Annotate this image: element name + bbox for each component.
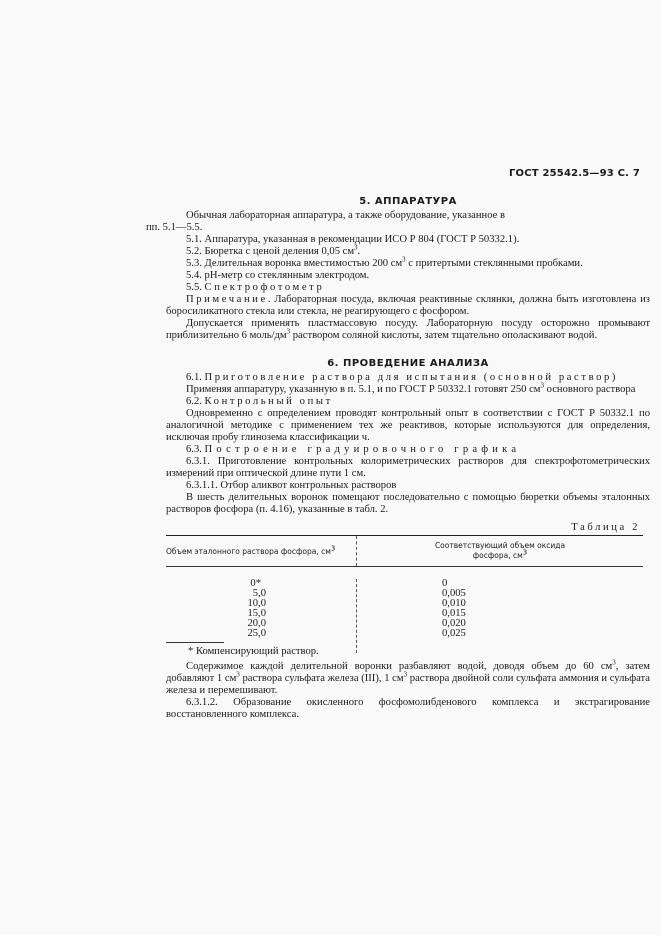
after-table-body bbox=[166, 658, 650, 721]
table-cell: 0,025 bbox=[442, 628, 466, 639]
table-cell: 10,0 bbox=[247, 598, 266, 609]
item-5-5: 5.5. Спектрофотометр bbox=[186, 282, 325, 293]
plastic-note: Допускается применять пластмассовую посуду. Лабораторную посуду осторожно промывают приблизительно 6 моль/$дм^3$ раствором соляной кислоты, затем тщательно ополаскивают водой. bbox=[166, 318, 650, 341]
table-cell: 25,0 bbox=[247, 628, 266, 639]
table-cell: 0,020 bbox=[442, 618, 466, 629]
section-6-title: 6. ПРОВЕДЕНИЕ АНАЛИЗА bbox=[327, 358, 489, 369]
section-5-title: 5. АППАРАТУРА bbox=[359, 196, 457, 207]
table-caption: Таблица 2 bbox=[571, 522, 640, 533]
table-cell: 0,005 bbox=[442, 588, 466, 599]
item-6-2-heading: 6.2. Контрольный опыт bbox=[186, 396, 333, 407]
item-5-2: 5.2. Бюретка с ценой деления 0,05 $см^3$. bbox=[186, 243, 361, 257]
item-6-3-1-1: 6.3.1.1. Отбор аликвот контрольных растворов bbox=[186, 480, 397, 491]
table-cell: 15,0 bbox=[247, 608, 266, 619]
item-6-1-text: Применяя аппаратуру, указанную в п. 5.1, и по ГОСТ Р 50332.1 готовят 250 $см^3$ основного раствора bbox=[186, 381, 636, 395]
table-cell: 0 bbox=[442, 578, 448, 589]
section-5-body bbox=[146, 210, 650, 342]
footnote-rule bbox=[166, 642, 224, 643]
section-6-body bbox=[166, 372, 650, 516]
table-cell: 0,010 bbox=[442, 598, 466, 609]
item-6-3-1-2: 6.3.1.2. Образование окисленного фосфомолибденового комплекса и экстрагирование восстановленного комплекса. bbox=[166, 697, 650, 720]
item-6-3-1: 6.3.1. Приготовление контрольных колориметрических растворов для спектрофотометрических измерений при оптической длине пути 1 см. bbox=[166, 456, 650, 479]
table-footnote: * Компенсирующий раствор. bbox=[188, 646, 319, 657]
table-cell: 20,0 bbox=[247, 618, 266, 629]
table-body bbox=[166, 567, 643, 653]
table-cell: 0* bbox=[250, 578, 261, 589]
section-5-intro: Обычная лабораторная аппаратура, а также оборудование, указанное в пп. 5.1—5.5. bbox=[146, 210, 506, 233]
col1-header: Объем эталонного раствора фосфора, $см^3$ bbox=[166, 544, 336, 556]
table-2 bbox=[166, 535, 643, 653]
item-5-1: 5.1. Аппаратура, указанная в рекомендации ИСО Р 804 (ГОСТ Р 50332.1). bbox=[186, 234, 520, 245]
table-cell: 5,0 bbox=[252, 588, 266, 599]
page-header: ГОСТ 25542.5—93 С. 7 bbox=[508, 168, 640, 179]
col2-values bbox=[357, 579, 643, 653]
item-5-4: 5.4. pH-метр со стеклянным электродом. bbox=[186, 270, 370, 281]
note: Примечание. Лабораторная посуда, включая реактивные склянки, должна быть изготовлена из боросиликатного стекла или стекла, не реагирующего с фосфором. bbox=[166, 294, 650, 317]
table-header bbox=[166, 536, 643, 567]
item-6-1-heading: 6.1. Приготовление раствора для испытания (основной раствор) bbox=[186, 372, 619, 383]
item-6-3-1-1-text: В шесть делительных воронок помещают последовательно с помощью бюретки объемы эталонных растворов фосфора (п. 4.16), указанные в табл. 2. bbox=[166, 492, 650, 515]
table-cell: 0,015 bbox=[442, 608, 466, 619]
item-5-3: 5.3. Делительная воронка вместимостью 200 $см^3$ с притертыми стеклянными пробками. bbox=[186, 255, 583, 269]
item-6-2-text: Одновременно с определением проводят контрольный опыт в соответствии с ГОСТ Р 50332.1 по аналогичной методике с применением тех же реактивов, которые используются для определения, исключая пробу глинозема классификации ч. bbox=[166, 408, 650, 443]
item-6-3-heading: 6.3. Построение градуировочного графика bbox=[186, 444, 521, 455]
col2-header: Соответствующий объем оксида фосфора, $см^3$ bbox=[434, 541, 566, 560]
dilution-paragraph: Содержимое каждой делительной воронки разбавляют водой, доводя объем до 60 $см^3$, затем добавляют 1 $см^3$ раствора сульфата железа (III), 1 $см^3$ раствора двойной соли сульфата аммония и сульфата железа и перемешивают. bbox=[166, 658, 650, 696]
